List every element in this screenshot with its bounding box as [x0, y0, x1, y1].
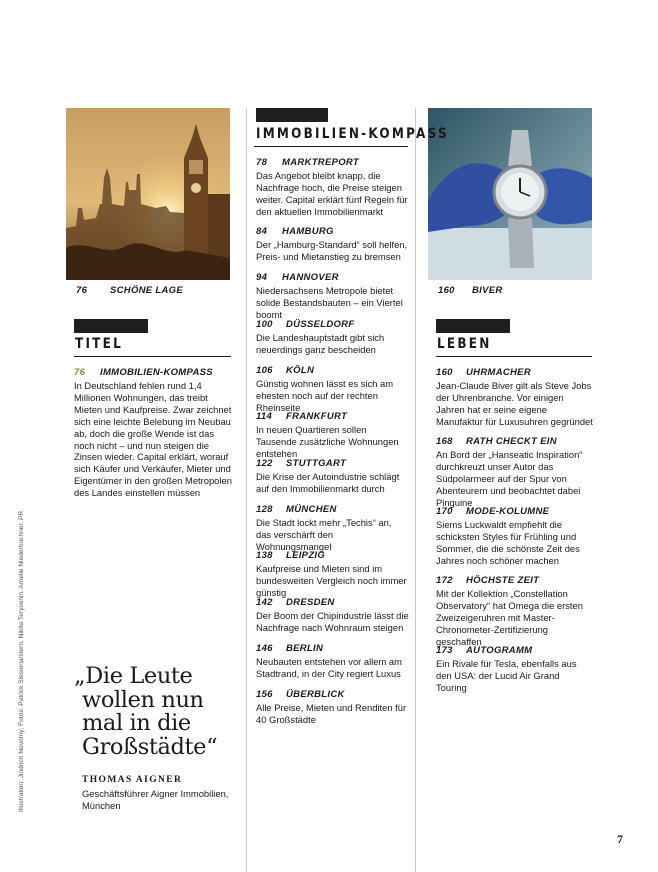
entry-page-number: 122: [256, 458, 273, 469]
entry-description: Siems Luckwaldt empfiehlt die schicksten Styles für Frühling und Sommer, die die schönste Zeit des Jahres noch schöner machen: [436, 519, 580, 566]
entry-heading: ÜBERBLICK: [286, 689, 345, 700]
toc-entry-muenchen[interactable]: [256, 504, 408, 553]
entry-heading: MARKTREPORT: [282, 157, 360, 168]
toc-entry-berlin[interactable]: [256, 643, 408, 680]
watch-photo: [428, 108, 592, 280]
gloved-hands-watch-illustration: [428, 108, 592, 280]
entry-description: Mit der Kollektion „Constellation Observatory“ hat Omega die ersten Zweizeigeruhren mit Master-Chronometer-Zertifizierung geschaffen: [436, 588, 583, 647]
munich-skyline-photo: [66, 108, 230, 280]
entry-heading: HÖCHSTE ZEIT: [466, 575, 540, 586]
section-title-immobilien-kompass: IMMOBILIEN-KOMPASS: [256, 126, 449, 142]
toc-entry-hannover[interactable]: [256, 272, 412, 321]
entry-heading: DÜSSELDORF: [286, 319, 355, 330]
toc-entry-duesseldorf[interactable]: [256, 319, 408, 356]
entry-heading: MODE-KOLUMNE: [466, 506, 550, 517]
toc-entry-leipzig[interactable]: [256, 550, 412, 599]
toc-entry-stuttgart[interactable]: [256, 458, 412, 495]
entry-heading: STUTTGART: [286, 458, 347, 469]
toc-entry-koeln[interactable]: [256, 365, 412, 414]
entry-heading: HAMBURG: [282, 226, 334, 237]
entry-heading: KÖLN: [286, 365, 315, 376]
entry-description: In neuen Quartieren sollen Tausende zusätzliche Wohnungen entstehen: [256, 424, 399, 459]
caption-page-number: 160: [438, 285, 455, 296]
entry-page-number: 146: [256, 643, 273, 654]
quote-author-name: THOMAS AIGNER: [82, 775, 183, 785]
entry-description: Günstig wohnen lässt es sich am ehesten noch auf der rechten Rheinseite: [256, 378, 394, 413]
section-bar-titel: [74, 319, 148, 333]
toc-entry-mode-kolumne[interactable]: [436, 506, 592, 567]
entry-page-number: 84: [256, 226, 268, 237]
entry-description: Der Boom der Chipindustrie lässt die Nachfrage nach Wohnraum steigen: [256, 610, 409, 633]
photo-caption-biver: [438, 285, 503, 296]
caption-label: BIVER: [472, 285, 503, 296]
toc-entry-titel[interactable]: [74, 367, 234, 499]
page-number: 7: [617, 832, 623, 846]
entry-page-number: 168: [436, 436, 453, 447]
section-rule-immo: [254, 146, 408, 147]
entry-page-number: 156: [256, 689, 273, 700]
entry-heading: RATH CHECKT EIN: [466, 436, 557, 447]
section-title-leben: LEBEN: [437, 336, 492, 352]
entry-page-number: 173: [436, 645, 453, 656]
entry-page-number: 114: [256, 411, 273, 422]
entry-heading: LEIPZIG: [286, 550, 326, 561]
entry-description: Kaufpreise und Mieten sind im bundesweiten Vergleich noch immer günstig: [256, 563, 407, 598]
quote-author-role: Geschäftsführer Aigner Immobilien, München: [82, 788, 229, 811]
entry-description: Die Krise der Autoindustrie schlägt auf den Immobilienmarkt durch: [256, 471, 400, 494]
toc-entry-rath-checkt-ein[interactable]: [436, 436, 594, 509]
toc-entry-marktreport[interactable]: [256, 157, 408, 218]
photo-caption-schoene-lage: [76, 285, 183, 296]
entry-heading: UHRMACHER: [466, 367, 531, 378]
entry-description: Der „Hamburg-Standard“ soll helfen, Preis- und Mietanstieg zu bremsen: [256, 239, 408, 262]
section-rule-titel: [74, 356, 231, 357]
pull-quote-line: wollen nun: [82, 686, 204, 713]
entry-page-number: 78: [256, 157, 268, 168]
entry-page-number: 100: [256, 319, 273, 330]
pull-quote-line: mal in die: [82, 710, 191, 736]
toc-entry-autogramm[interactable]: [436, 645, 592, 694]
toc-entry-hoechste-zeit[interactable]: [436, 575, 594, 648]
pull-quote-line: Großstädte“: [82, 733, 218, 760]
pull-quote: [74, 665, 217, 759]
entry-description: Alle Preise, Mieten und Renditen für 40 Großstädte: [256, 702, 407, 725]
entry-page-number: 170: [436, 506, 453, 517]
entry-heading: BERLIN: [286, 643, 324, 654]
caption-label: SCHÖNE LAGE: [110, 285, 183, 296]
toc-entry-ueberblick[interactable]: [256, 689, 408, 726]
entry-description: Ein Rivale für Tesla, ebenfalls aus den USA: der Lucid Air Grand Touring: [436, 658, 577, 693]
entry-page-number: 172: [436, 575, 453, 586]
entry-description: Neubauten entstehen vor allem am Stadtrand, in der City regiert Luxus: [256, 656, 402, 679]
munich-skyline-illustration: [66, 108, 230, 280]
entry-description: Das Angebot bleibt knapp, die Nachfrage hoch, die Preise steigen weiter. Capital erklärt fünf Regeln für den aktuellen Immobilienmarkt: [256, 170, 408, 217]
column-divider-right: [415, 108, 416, 872]
caption-page-number: 76: [76, 285, 88, 296]
entry-description: In Deutschland fehlen rund 1,4 Millionen Wohnungen, das treibt Mieten und Kaufpreise. Zwar zeichnet sich eine leichte Belebung im Neubau ab, doch die große Wende ist das noch nicht – und nun steigen die Zinsen wieder. Capital erklärt, worauf sich Käufer und Verkäufer, Mieter und Eigentümer in den großen Metropolen des Landes einstellen müssen: [74, 380, 232, 499]
toc-entry-hamburg[interactable]: [256, 226, 408, 263]
entry-page-number: 128: [256, 504, 273, 515]
toc-entry-uhrmacher[interactable]: [436, 367, 594, 428]
photo-credit: Illustration: Jindrich Novotny; Fotos: Patrick Slesiona/stern, Nikita Teryoshin, Amelie Niederbuchner, PR: [18, 510, 25, 812]
entry-page-number: 94: [256, 272, 268, 283]
toc-entry-frankfurt[interactable]: [256, 411, 408, 460]
entry-heading: AUTOGRAMM: [466, 645, 533, 656]
entry-page-number: 160: [436, 367, 453, 378]
entry-description: An Bord der „Hanseatic Inspiration“ durchkreuzt unser Autor das Südpolarmeer auf der Spur von Abenteurern und beobachtet dabei Pinguine: [436, 449, 583, 508]
entry-description: Die Stadt lockt mehr „Techis“ an, das verschärft den Wohnungsmangel: [256, 517, 392, 552]
entry-description: Die Landeshauptstadt gibt sich neuerdings ganz bescheiden: [256, 332, 385, 355]
entry-description: Jean-Claude Biver gilt als Steve Jobs der Uhrenbranche. Vor einigen Jahren hat er seine eigene Manufaktur für Luxusuhren gegründet: [436, 380, 593, 427]
entry-page-number: 106: [256, 365, 273, 376]
entry-heading: DRESDEN: [286, 597, 335, 608]
entry-heading: FRANKFURT: [286, 411, 348, 422]
section-bar-immo: [256, 108, 328, 122]
toc-entry-dresden[interactable]: [256, 597, 412, 634]
entry-page-number: 76: [74, 367, 86, 378]
column-divider-left: [246, 108, 247, 872]
section-rule-leben: [436, 356, 592, 357]
entry-page-number: 142: [256, 597, 273, 608]
entry-page-number: 138: [256, 550, 273, 561]
pull-quote-line: „Die Leute: [74, 663, 193, 689]
section-title-titel: TITEL: [75, 336, 123, 352]
entry-heading: MÜNCHEN: [286, 504, 337, 515]
entry-heading: HANNOVER: [282, 272, 339, 283]
entry-description: Niedersachsens Metropole bietet solide Bestandsbauten – ein Viertel boomt: [256, 285, 403, 320]
section-bar-leben: [436, 319, 510, 333]
entry-heading: IMMOBILIEN-KOMPASS: [100, 367, 213, 378]
